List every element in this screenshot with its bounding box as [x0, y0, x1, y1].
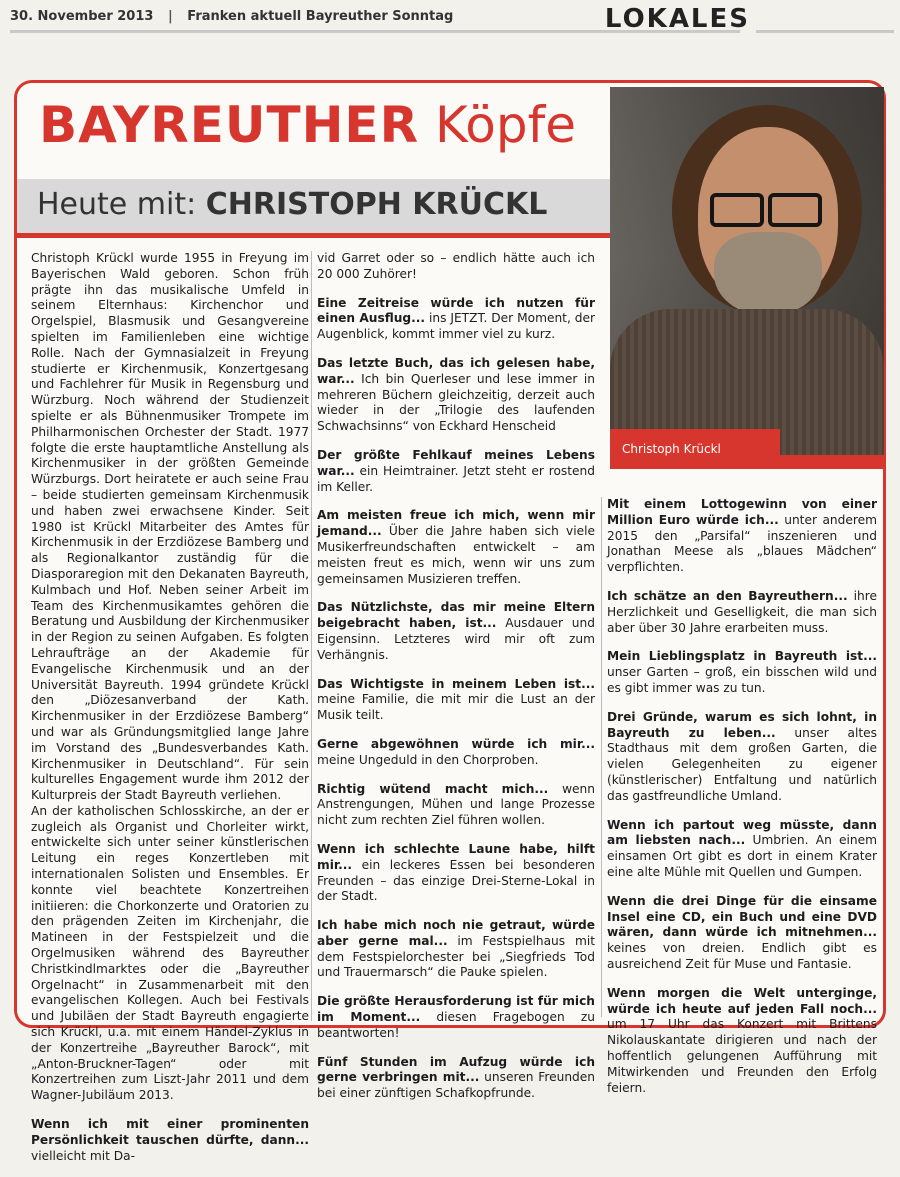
qa-question: Gerne abgewöhnen würde ich mir... [317, 736, 595, 751]
qa-question: Wenn morgen die Welt unterginge, würde ich heute auf jeden Fall noch... [607, 985, 877, 1016]
issue-date: 30. November 2013 [10, 9, 154, 24]
qa-item [317, 842, 595, 905]
qa-item [317, 296, 595, 343]
qa-question: Fünf Stunden im Aufzug würde ich gerne verbringen mit... [317, 1054, 595, 1085]
qa-answer: Über die Jahre haben sich viele Musikerfreundschaften entwickelt – am meisten freut es mich, wenn wir uns zum gemeinsamen Musizieren treffen. [317, 524, 595, 586]
qa-question: Eine Zeitreise würde ich nutzen für einen Ausflug... [317, 295, 595, 326]
glasses-left [710, 193, 764, 227]
qa-answer: Ich bin Querleser und lese immer in mehreren Büchern gleichzeitig, derzeit auch wieder in der „Trilogie des laufenden Schwachsinns“ von Eckhard Henscheid [317, 371, 595, 434]
qa-answer: um 17 Uhr das Konzert mit Brittens Nikolauskantate dirigieren und nach der hoffentlich gelungenen Aufführung mit Mitwirkenden und Freunden den Erfolg feiern. [607, 1017, 877, 1095]
qa-item [31, 1117, 309, 1164]
qa-answer: ein Heimtrainer. Jetzt steht er rostend im Keller. [317, 463, 595, 494]
page-header [0, 0, 900, 42]
subheadline-bar [17, 179, 677, 233]
column-divider-1 [311, 251, 312, 1021]
header-line [10, 9, 453, 24]
qa-question: Das Wichtigste in meinem Leben ist... [317, 676, 595, 691]
qa-question: Wenn ich schlechte Laune habe, hilft mir... [317, 841, 595, 872]
qa-answer: vielleicht mit Da- [31, 1148, 135, 1163]
qa-item [317, 918, 595, 981]
bio-paragraph: Christoph Krückl wurde 1955 in Freyung im Bayerischen Wald geboren. Schon früh prägte ihn das musikalische Umfeld in seinem Elternhaus: Kirchenchor und Orgelspiel, Blasmusik und Gesangvereine spielten im Familienleben eine wichtige Rolle. Nach der Gymnasialzeit in Freyung studierte er Kirchenmusik, Konzertgesang und Fachlehrer für Musik in Regensburg und Würzburg. Noch während der Studienzeit spielte er als Bühnenmusiker Trompete im Philharmonischen Orchester der Stadt. 1977 folgte die erste hauptamtliche Anstellung als Kirchenmusiker in der größten Gemeinde Würzburgs. Dort heiratete er auch seine Frau – beide studierten gemeinsam Kirchenmusik und haben zwei erwachsene Kinder. Seit 1980 ist Krückl Mitarbeiter des Amtes für Kirchenmusik in der Erzdiözese Bamberg und als Regionalkantor zuständig für die Diasporaregion mit den Dekanaten Bayreuth, Kulmbach und Hof. Neben seiner Arbeit im Team des Kirchenmusikamtes gehören die Beratung und Ausbildung der Kirchenmusiker in der Region zu seinen Aufgaben. Es folgten Lehraufträge an der Akademie für Evangelische Kirchenmusik und an der Universität Bayreuth. 1994 gründete Krückl den „Diözesanverband der Kath. Kirchenmusiker in der Erzdiözese Bamberg“ und war als Gründungsmitglied lange Jahre im Vorstand des „Bundesverbandes Kath. Kirchenmusiker in Deutschland“. Für sein kulturelles Engagement wurde ihm 2012 der Kulturpreis der Stadt Bayreuth verliehen. [31, 251, 309, 803]
subheadline [37, 187, 547, 222]
qa-answer: wenn Anstrengungen, Mühen und lange Prozesse nicht zum rechten Ziel führen wollen. [317, 781, 595, 828]
photo-caption: Christoph Krückl [610, 429, 780, 469]
qa-answer: unter anderem 2015 den „Parsifal“ inszenieren und Jonathan Meese als „blaues Mädchen“ verpflichten. [607, 512, 877, 575]
qa-item [317, 677, 595, 724]
qa-question: Mit einem Lottogewinn von einer Million Euro würde ich... [607, 497, 877, 527]
qa-question: Das Nützlichste, das mir meine Eltern beigebracht haben, ist... [317, 600, 595, 631]
subheadline-prefix: Heute mit: [37, 187, 197, 222]
qa-item [317, 1055, 595, 1102]
qa-answer: diesen Fragebogen zu beantworten! [317, 1010, 595, 1040]
qa-question: Der größte Fehlkauf meines Lebens war... [317, 447, 595, 478]
qa-question: Ich schätze an den Bayreuthern... [607, 588, 848, 603]
column-1 [31, 251, 309, 1177]
qa-item [317, 994, 595, 1041]
qa-question: Wenn ich partout weg müsste, dann am liebsten nach... [607, 817, 877, 848]
qa-question: Richtig wütend macht mich... [317, 781, 549, 796]
qa-answer: ein leckeres Essen bei besonderen Freunden – das einzige Drei-Sterne-Lokal in der Stadt. [317, 857, 595, 904]
subheadline-underline [17, 233, 677, 238]
qa-answer: unser altes Stadthaus mit dem großen Garten, die vielen Gelegenheiten zu eigener (künstlerischer) Entfaltung und natürlich das gastfreundliche Umland. [607, 725, 877, 803]
qa-item [317, 448, 595, 495]
qa-question: Ich habe mich noch nie getraut, würde aber gerne mal... [317, 918, 595, 948]
header-rule-right [756, 30, 894, 33]
qa-question: Mein Lieblingsplatz in Bayreuth ist... [607, 649, 877, 664]
qa-item [317, 356, 595, 435]
section-title: LOKALES [604, 4, 750, 34]
qa-item [317, 600, 595, 663]
qa-continuation: vid Garret oder so – endlich hätte auch ich 20 000 Zuhörer! [317, 251, 595, 281]
portrait-photo [610, 87, 884, 469]
portrait-beard [714, 232, 822, 316]
qa-answer: Umbrien. An einem einsamen Ort gibt es dort in einem Krater eine alte Mühle mit Quellen und Gumpen. [607, 833, 878, 879]
qa-question: Das letzte Buch, das ich gelesen habe, war... [317, 355, 595, 386]
qa-item [317, 782, 595, 829]
qa-item [607, 986, 877, 1097]
column-2 [317, 251, 595, 1115]
qa-answer: im Festspielhaus mit dem Festspielorchester bei „Siegfrieds Tod und Trauermarsch“ die Pauke spielen. [317, 933, 595, 980]
qa-question: Am meisten freue ich mich, wenn mir jemand... [317, 508, 595, 539]
qa-answer: keines von dreien. Endlich gibt es ausreichend Zeit für Muse und Fantasie. [607, 941, 877, 971]
qa-item [317, 737, 595, 769]
qa-item [317, 508, 595, 587]
glasses-right [768, 193, 822, 227]
headline-bold: BAYREUTHER [39, 96, 420, 154]
qa-answer: Ausdauer und Eigensinn. Letzteres wird mir oft zum Verhängnis. [317, 616, 595, 662]
caption-bar [780, 455, 884, 469]
bio-paragraph-2: An der katholischen Schlosskirche, an der er zugleich als Organist und Chorleiter wirkt, entwickelte sich unter seiner künstlerischen Leitung ein reges Konzertleben mit internationalen Solisten und Ensembles. Er konnte viel beachtete Konzertreihen initiieren: die Chorkonzerte und Oratorien zu den prägenden Zeiten im Kirchenjahr, die Matineen in der Festspielzeit und die Orgelmusiken während des Bayreuther Christkindlmarktes oder die „Bayreuther Orgelnacht“ in Zusammenarbeit mit den evangelischen Kollegen. Auch bei Festivals und Jubiläen der Stadt Bayreuth engagierte sich Krückl, u.a. mit einem Händel-Zyklus in der Konzertreihe „Bayreuther Barock“, mit „Anton-Bruckner-Tagen“ oder mit Konzertreihen zum Liszt-Jahr 2011 und dem Wagner-Jubiläum 2013. [31, 803, 309, 1103]
qa-item [607, 710, 877, 805]
article-headline [39, 95, 576, 155]
qa-answer: unser Garten – groß, ein bisschen wild und es gibt immer was zu tun. [607, 665, 877, 695]
column-divider-2 [601, 497, 602, 1017]
qa-answer: ihre Herzlichkeit und Geselligkeit, die man sich aber über 30 Jahre erarbeiten muss. [607, 588, 878, 635]
header-separator: | [167, 9, 173, 24]
qa-answer: unseren Freunden bei einer zünftigen Schafkopfrunde. [317, 1070, 595, 1101]
qa-question: Drei Gründe, warum es sich lohnt, in Bayreuth zu leben... [607, 709, 877, 740]
column-3 [607, 497, 877, 1109]
headline-light: Köpfe [435, 96, 576, 154]
qa-answer: meine Familie, die mit mir die Lust an der Musik teilt. [317, 692, 595, 723]
qa-answer: ins JETZT. Der Moment, der Augenblick, kommt immer viel zu kurz. [317, 311, 595, 342]
subheadline-name: CHRISTOPH KRÜCKL [205, 187, 548, 222]
qa-item [607, 497, 877, 576]
qa-answer: meine Ungeduld in den Chorproben. [317, 752, 539, 767]
qa-item [607, 589, 877, 636]
qa-question: Die größte Herausforderung ist für mich im Moment... [317, 994, 595, 1025]
qa-item [607, 818, 877, 881]
qa-question: Wenn die drei Dinge für die einsame Insel eine CD, ein Buch und eine DVD wären, dann würde ich mitnehmen... [607, 893, 877, 940]
qa-item [607, 649, 877, 696]
qa-question: Wenn ich mit einer prominenten Persönlichkeit tauschen dürfte, dann... [31, 1117, 309, 1147]
article-frame [14, 80, 886, 1163]
publication-name: Franken aktuell Bayreuther Sonntag [187, 9, 454, 24]
qa-item [607, 894, 877, 973]
